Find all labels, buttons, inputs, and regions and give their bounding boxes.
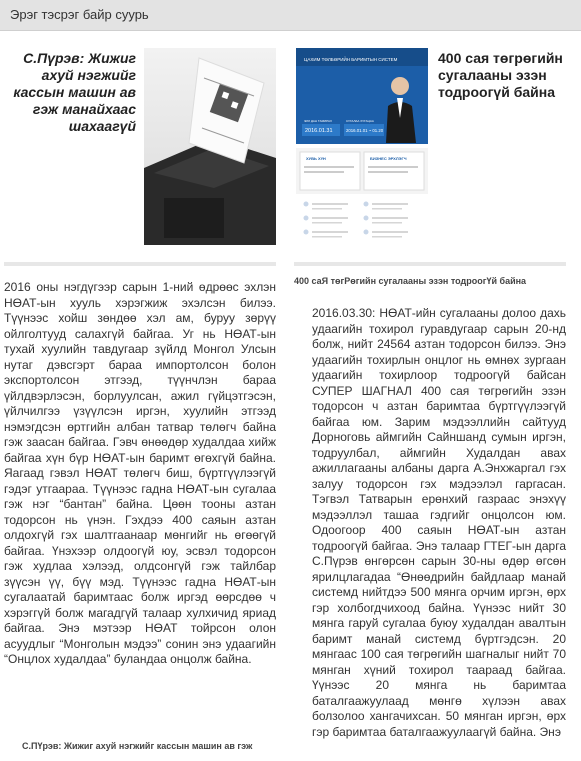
article-text-right: 2016.03.30: НӨАТ-ийн сугалааны долоо дахь удаагийн тохирол гуравдугаар сарын 20-нд болж, нийт 24564 азтан тодорсон билээ. Энэ удаагийн тохирлын онцлог нь өмнөх зургаан удаагийн тохирлоор тодроогүй байсан СУПЕР ШАГНАЛ 400 сая төгрөгийн эзэн тодорсон ч азтан баримтаа бүртгүүлээгүй байгаа юм. Зарим мэдээллийн сайтууд Дорноговь аймгийн Сайншанд сумын иргэн, тодруулбал, аймгийн Худалдан авах ажиллагааны албаны дарга А.Энхжаргал гэх залуу тодорсон гэх мэдээлэл гаргасан. Тэгвэл Татварын ерөнхий газраас энэхүү мэдээллэл ташаа гэдгийг онцолсон юм. Одоогоор 400 саяын НӨАТ-ын азтан тодроогүй байгаа. Энэ талаар ГТЕГ-ын дарга С.Пүрэв өнгөрсөн сарын 30-ны өдөр өгсөн ярилцлагадаа “Өнөөдрийн байдлаар манай системд нийтдээ 500 мянга орчим иргэн, өрх гэр холбогдчихоод байна. Үүнээс нийт 30 мянга гаруй сугалаа буюу худалдан авалтын баримт манай системд бүртгэдсэн. 20 мянгаас 100 сая төгрөгийн шагналыг нийт 70 мянган хүний тохирол таараад байгаа. Үүнээс 20 мянга нь баримтаа баталгаажуулаад мөнгө хүлээн авах болзолоо хангачихсан. 50 мянган иргэн, өрх гэр баримтаа баталгаажуулаагүй байна. Энэ [312, 306, 566, 739]
box2-label: БИЗНЕС ЭРХЛЭГЧ [370, 156, 407, 161]
image-caption-right[interactable]: 400 саЯ төгРөгийн сугалааны эзэн тодроогҮй байна [294, 276, 527, 286]
bottom-caption-link[interactable]: С.ПҮрэв: Жижиг ахуй нэгжийг кассын машин ав гэж [22, 741, 253, 751]
article-card-right[interactable] [294, 44, 566, 258]
date2-label: СУГАЛАА ХУГАЦАА [346, 119, 374, 123]
card-title-left[interactable]: С.Пүрэв: Жижиг ахуй нэгжийг кассын машин ав гэж манайхаас шахаагүй [13, 50, 136, 134]
right-column [294, 44, 566, 739]
receipt-printer-icon [144, 48, 276, 245]
separator [294, 262, 566, 266]
site-brand: ЦАХИМ ТӨЛБӨРИЙН БАРИМТЫН СИСТЕМ [304, 57, 398, 62]
date1-value: 2016.01.31 [305, 128, 333, 134]
ebarimt-thumbnail[interactable] [296, 48, 428, 245]
article-text-left: 2016 оны нэгдүгээр сарын 1-ний өдрөөс эхлэн НӨАТ-ын хууль хэрэгжиж эхэлсэн билээ. Түүнээс хойш зөндөө хэл ам, буруу зөрүү ойлголтууд салахгүй байгаа. Уг нь НӨАТ-ын тухай хуулийн тавдугаар зүйлд Монгол Улсын нутаг дэвсгэрт бараа импортолсон болон экспортолсон этгээд, түүнчлэн бараа үйлдвэрлэсэн, борлуулсан, ажил гүйцэтгэсэн, үйлчилгээ үзүүлсэн иргэн, хуулийн этгээд нэмэгдсэн өртгийн албан татвар төлөгч байна гэж заасан байгаа. Гэвч өнөөдөр худалдаа хийж байгаа хүн бүр НӨАТ-ын баримт өгөхгүй байна. Яагаад гэвэл НӨАТ төлөгч биш, бүртгүүлээгүй гэдэг утгаараа. Түүнээс гадна НӨАТ-ын сугалаа гэж нэг “бантан” байна. Цөөн тооны азтан тодорсон нь үнэн. Гэхдээ 400 саяын азтан олдохгүй гэх шалтгаанаар мөнгийг нь өгөөгүй байгаа. Үнэхээр олдоогүй юу, эсвэл тодорсон гэж худлаа хэлээд, олдсонгүй гэж тайлбар зүүсэн үү, бүү мэд. Түүнээс гадна НӨАТ-ын сугалаатай баримтаас болж иргэд өөрсдөө ч хэрэггүй болж магадгүй талаар хулхичид яриад байгаа. Энэ мэтээр НӨАТ тойрсон олон асуудлыг “Монголын мэдээ” сонин энэ удаагийн “Онцлох худалдаа” буландаа онцолж байна. [4, 280, 276, 666]
section-title: Эрэг тэсрэг байр суурь [10, 7, 149, 22]
ebarimt-website-icon [296, 48, 428, 245]
box1-label: ХУВЬ ХҮН [306, 156, 326, 161]
separator [4, 262, 276, 266]
article-card-left[interactable] [4, 44, 276, 258]
section-header [0, 0, 581, 31]
date2-value: 2016.01.01 ~ 01.20 [346, 128, 384, 133]
card-title-right[interactable]: 400 сая төгрөгийн сугалааны эзэн тодроогүй байна [438, 50, 563, 100]
left-column [4, 44, 276, 666]
date1-label: ЭЛЛ ДАН ТАМИРАХ [304, 119, 333, 123]
receipt-printer-thumbnail[interactable] [144, 48, 276, 245]
